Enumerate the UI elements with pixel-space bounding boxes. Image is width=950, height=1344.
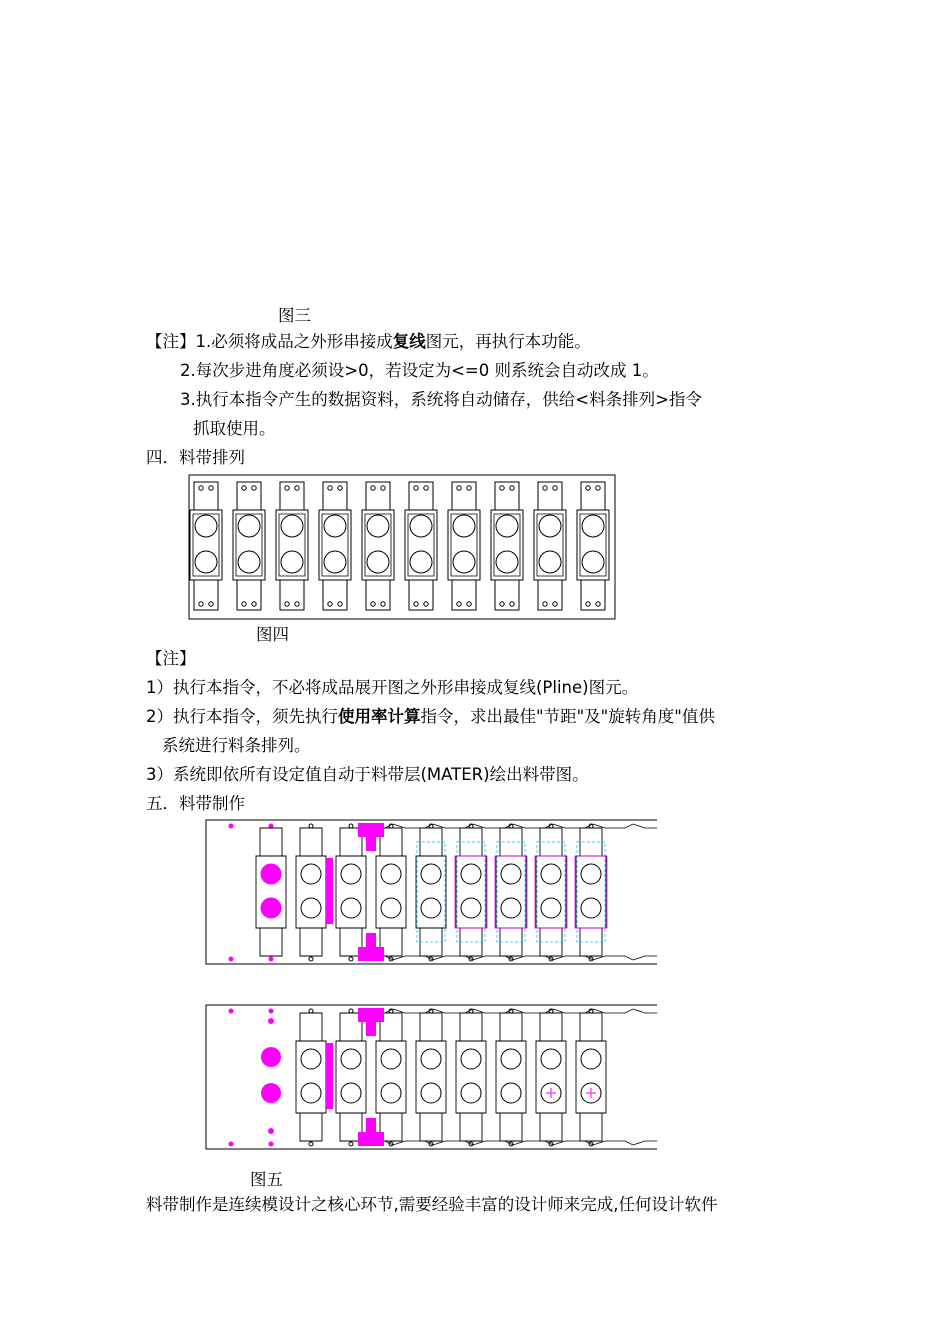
part-hole: [301, 864, 321, 884]
magenta-outline: [495, 856, 527, 928]
pilot-hole: [285, 486, 289, 490]
part-top-tab: [540, 1013, 562, 1041]
pilot-hole: [285, 602, 289, 606]
pilot-hole: [500, 602, 504, 606]
part-top-tab: [366, 482, 390, 510]
large-hole: [453, 551, 475, 573]
part-inner: [322, 514, 348, 576]
part-hole: [461, 1083, 481, 1103]
part-bottom-tab: [409, 580, 433, 610]
part-hole: [501, 1083, 521, 1103]
pilot-hole: [424, 486, 428, 490]
figure-5-bottom-drawing: [205, 1003, 657, 1151]
part-outline: [233, 482, 265, 610]
pilot-hole: [349, 1142, 353, 1146]
pilot-hole: [510, 486, 514, 490]
part-top-tab: [194, 482, 218, 510]
part-outline: [276, 482, 308, 610]
strip-part: [456, 1013, 486, 1141]
part-bottom-tab: [194, 580, 218, 610]
part-hole: [301, 1083, 321, 1103]
strip-part: [416, 828, 446, 956]
punched-hole: [261, 1083, 281, 1103]
pilot-hole: [467, 602, 471, 606]
strip-part: [535, 828, 567, 956]
note-2-item-2-c: 指令，求出最佳"节距"及"旋转角度"值供: [420, 707, 715, 726]
part-bottom-tab: [460, 1113, 482, 1141]
note-1-bold-term: 复线: [392, 332, 426, 351]
large-hole: [410, 515, 432, 537]
pilot-hole: [309, 957, 313, 961]
strip-part: [495, 828, 527, 956]
figure-4-drawing: [188, 474, 616, 620]
cut-bar: [326, 858, 333, 924]
part-bottom-tab: [500, 1113, 522, 1141]
pilot-hole: [467, 486, 471, 490]
pilot-hole: [269, 824, 273, 828]
figure-3-caption: 图三: [278, 306, 311, 325]
strip-part: [296, 1013, 326, 1141]
pilot-hole: [381, 602, 385, 606]
pilot-hole: [199, 486, 203, 490]
part-body: [336, 1041, 366, 1113]
large-hole: [539, 515, 561, 537]
large-hole: [238, 515, 260, 537]
pilot-hole: [229, 1009, 233, 1013]
pilot-hole: [328, 602, 332, 606]
part-hole: [421, 864, 441, 884]
part-inner: [451, 514, 477, 576]
large-hole: [324, 551, 346, 573]
pilot-hole: [543, 486, 547, 490]
figure-5-strip-bottom: [205, 1003, 657, 1151]
pilot-hole: [269, 957, 273, 961]
strip-part: [575, 828, 607, 956]
pilot-hole: [349, 957, 353, 961]
part-hole: [461, 1049, 481, 1069]
cyan-outline: [417, 842, 445, 942]
part-top-tab: [538, 482, 562, 510]
part-hole: [381, 898, 401, 918]
part-outline: [405, 482, 437, 610]
note-1-line-2: 2.每次步进角度必须设>0，若设定为<=0 则系统会自动改成 1。: [180, 361, 659, 380]
large-hole: [195, 515, 217, 537]
part-bottom-tab: [366, 580, 390, 610]
part-body: [376, 1041, 406, 1113]
part-top-tab: [409, 482, 433, 510]
part-body: [536, 856, 566, 928]
part-hole: [461, 864, 481, 884]
part-inner: [580, 514, 606, 576]
large-hole: [582, 551, 604, 573]
figure-5-caption: 图五: [250, 1170, 283, 1189]
cyan-outline: [497, 842, 525, 942]
strip-part: [455, 828, 487, 956]
part-top-tab: [495, 482, 519, 510]
section-5-heading: 五．料带制作: [146, 794, 245, 813]
pilot-hole: [242, 486, 246, 490]
large-hole: [324, 515, 346, 537]
pilot-hole: [309, 1142, 313, 1146]
strip-part: [376, 828, 406, 956]
carrier-edge-top: [365, 824, 657, 828]
part-top-tab: [237, 482, 261, 510]
figure-5-top-drawing: [205, 818, 657, 966]
large-hole: [281, 515, 303, 537]
pilot-hole: [500, 486, 504, 490]
part-hole: [581, 898, 601, 918]
note-1-text-c: 图元，再执行本功能。: [425, 332, 591, 351]
large-hole: [367, 551, 389, 573]
note-2-item-2: [146, 706, 715, 728]
part-bottom-tab: [260, 928, 282, 956]
strip-part: [576, 1013, 606, 1141]
part-hole: [381, 1049, 401, 1069]
note-2-item-3: 3）系统即依所有设定值自动于料带层(MATER)绘出料带图。: [146, 765, 589, 784]
part-outline: [491, 482, 523, 610]
part-outline: [190, 482, 222, 610]
part-bottom-tab: [323, 580, 347, 610]
part-top-tab: [581, 482, 605, 510]
part-hole: [541, 864, 561, 884]
part-outline: [448, 482, 480, 610]
pilot-hole: [229, 1142, 233, 1146]
large-hole: [496, 551, 518, 573]
part-hole: [341, 864, 361, 884]
large-hole: [367, 515, 389, 537]
pilot-hole: [596, 602, 600, 606]
pilot-hole: [269, 1009, 273, 1013]
pilot-hole: [252, 486, 256, 490]
pilot-hole: [338, 602, 342, 606]
note-1-line-4: 抓取使用。: [193, 419, 276, 438]
part-bottom-tab: [237, 580, 261, 610]
pilot-hole: [349, 824, 353, 828]
part-hole: [501, 1049, 521, 1069]
pilot-hole: [229, 824, 233, 828]
part-hole: [261, 864, 281, 884]
pilot-hole: [209, 602, 213, 606]
part-hole: [381, 864, 401, 884]
part-hole: [581, 864, 601, 884]
part-body: [276, 510, 308, 580]
part-hole: [421, 898, 441, 918]
pilot-hole: [371, 486, 375, 490]
pilot-hole: [199, 602, 203, 606]
pilot-hole: [349, 1009, 353, 1013]
part-bottom-tab: [538, 580, 562, 610]
part-hole: [461, 898, 481, 918]
part-body: [577, 510, 609, 580]
pilot-hole: [457, 486, 461, 490]
pilot-hole: [596, 486, 600, 490]
part-top-tab: [300, 1013, 322, 1041]
carrier-edge-top: [365, 1009, 657, 1013]
part-inner: [236, 514, 262, 576]
part-outline: [577, 482, 609, 610]
part-hole: [421, 1083, 441, 1103]
pilot-hole: [338, 486, 342, 490]
cyan-outline: [537, 842, 565, 942]
part-top-tab: [452, 482, 476, 510]
strip-part: [536, 1013, 566, 1141]
part-bottom-tab: [452, 580, 476, 610]
part-body: [416, 1041, 446, 1113]
strip-part: [296, 828, 326, 956]
note-2-item-2-a: 2）执行本指令，须先执行: [146, 707, 338, 726]
part-body: [448, 510, 480, 580]
part-bottom-tab: [495, 580, 519, 610]
strip-frame: [189, 475, 615, 619]
part-hole: [381, 1083, 401, 1103]
part-inner: [193, 514, 219, 576]
cyan-outline: [577, 842, 605, 942]
note-2-item-2-cont: 系统进行料条排列。: [162, 736, 311, 755]
part-inner: [279, 514, 305, 576]
part-inner: [494, 514, 520, 576]
strip-border: [206, 820, 657, 964]
pilot-hole: [309, 1009, 313, 1013]
part-inner: [408, 514, 434, 576]
pilot-hole: [269, 1142, 273, 1146]
pilot-hole: [586, 486, 590, 490]
part-body: [496, 856, 526, 928]
part-hole: [341, 898, 361, 918]
part-bottom-tab: [580, 1113, 602, 1141]
large-hole: [496, 515, 518, 537]
strip-part: [496, 1013, 526, 1141]
strip-part: [256, 828, 286, 956]
large-hole: [410, 551, 432, 573]
part-hole: [261, 898, 281, 918]
note-1-line-3: 3.执行本指令产生的数据资料，系统将自动储存，供给<料条排列>指令: [180, 390, 702, 409]
pilot-hole: [586, 602, 590, 606]
large-hole: [195, 551, 217, 573]
note-2-item-1: 1）执行本指令，不必将成品展开图之外形串接成复线(Pline)图元。: [146, 678, 639, 697]
part-body: [376, 856, 406, 928]
strip-border: [206, 1005, 657, 1149]
part-body: [534, 510, 566, 580]
part-top-tab: [500, 1013, 522, 1041]
pilot-hole: [252, 602, 256, 606]
part-top-tab: [460, 1013, 482, 1041]
part-hole: [301, 898, 321, 918]
pilot-hole: [328, 486, 332, 490]
magenta-outline: [455, 856, 487, 928]
pilot-hole: [229, 957, 233, 961]
part-body: [496, 1041, 526, 1113]
part-body: [456, 1041, 486, 1113]
part-hole: [501, 898, 521, 918]
cyan-outline: [457, 842, 485, 942]
part-bottom-tab: [581, 580, 605, 610]
pilot-hole: [209, 486, 213, 490]
part-body: [405, 510, 437, 580]
pilot-hole: [424, 602, 428, 606]
pilot-hole: [295, 486, 299, 490]
part-body: [296, 1041, 326, 1113]
part-bottom-tab: [540, 1113, 562, 1141]
part-hole: [541, 1049, 561, 1069]
pilot-hole: [242, 602, 246, 606]
pilot-hole: [414, 602, 418, 606]
large-hole: [281, 551, 303, 573]
pilot-hole: [371, 602, 375, 606]
part-top-tab: [280, 482, 304, 510]
part-bottom-tab: [300, 928, 322, 956]
cut-bar: [326, 1043, 333, 1109]
large-hole: [238, 551, 260, 573]
part-body: [456, 856, 486, 928]
note-2-bold-term: 使用率计算: [338, 707, 421, 726]
magenta-outline: [535, 856, 567, 928]
closing-paragraph: 料带制作是连续模设计之核心环节,需要经验丰富的设计师来完成,任何设计软件: [146, 1195, 718, 1214]
punched-pilot: [268, 1128, 274, 1134]
part-body: [190, 510, 222, 580]
part-inner: [365, 514, 391, 576]
pilot-hole: [553, 602, 557, 606]
part-hole: [541, 898, 561, 918]
part-top-tab: [260, 828, 282, 856]
part-bottom-tab: [300, 1113, 322, 1141]
part-hole: [341, 1083, 361, 1103]
large-hole: [539, 551, 561, 573]
pilot-hole: [414, 486, 418, 490]
note-2-heading: 【注】: [146, 649, 196, 668]
part-top-tab: [580, 1013, 602, 1041]
note-1-prefix: 【注】: [146, 332, 196, 351]
part-body: [576, 856, 606, 928]
part-hole: [581, 1049, 601, 1069]
pilot-hole: [553, 486, 557, 490]
strip-part: [336, 1013, 366, 1141]
part-hole: [501, 864, 521, 884]
strip-part: [376, 1013, 406, 1141]
part-outline: [534, 482, 566, 610]
part-body: [491, 510, 523, 580]
note-1-line-1: [146, 331, 591, 353]
part-body: [319, 510, 351, 580]
large-hole: [582, 515, 604, 537]
part-body: [233, 510, 265, 580]
note-1-text-a: 1.必须将成品之外形串接成: [195, 332, 393, 351]
part-top-tab: [420, 1013, 442, 1041]
pilot-hole: [309, 824, 313, 828]
part-hole: [421, 1049, 441, 1069]
part-bottom-tab: [280, 580, 304, 610]
strip-part: [336, 828, 366, 956]
punched-hole: [261, 1047, 281, 1067]
figure-5-strip-top: [205, 818, 657, 966]
part-top-tab: [323, 482, 347, 510]
part-outline: [362, 482, 394, 610]
part-bottom-tab: [420, 1113, 442, 1141]
section-4-heading: 四．料带排列: [146, 448, 245, 467]
strip-part: [416, 1013, 446, 1141]
pilot-hole: [510, 602, 514, 606]
part-body: [416, 856, 446, 928]
part-outline: [319, 482, 351, 610]
pilot-hole: [295, 602, 299, 606]
part-top-tab: [300, 828, 322, 856]
figure-4-strip-layout: [188, 474, 616, 620]
large-hole: [453, 515, 475, 537]
pilot-hole: [543, 602, 547, 606]
part-body: [362, 510, 394, 580]
punched-pilot: [268, 1018, 274, 1024]
part-inner: [537, 514, 563, 576]
part-body: [296, 856, 326, 928]
part-body: [336, 856, 366, 928]
part-body: [576, 1041, 606, 1113]
magenta-outline: [575, 856, 607, 928]
part-hole: [341, 1049, 361, 1069]
pilot-hole: [381, 486, 385, 490]
figure-4-caption: 图四: [256, 625, 289, 644]
part-hole: [301, 1049, 321, 1069]
part-body: [536, 1041, 566, 1113]
pilot-hole: [457, 602, 461, 606]
